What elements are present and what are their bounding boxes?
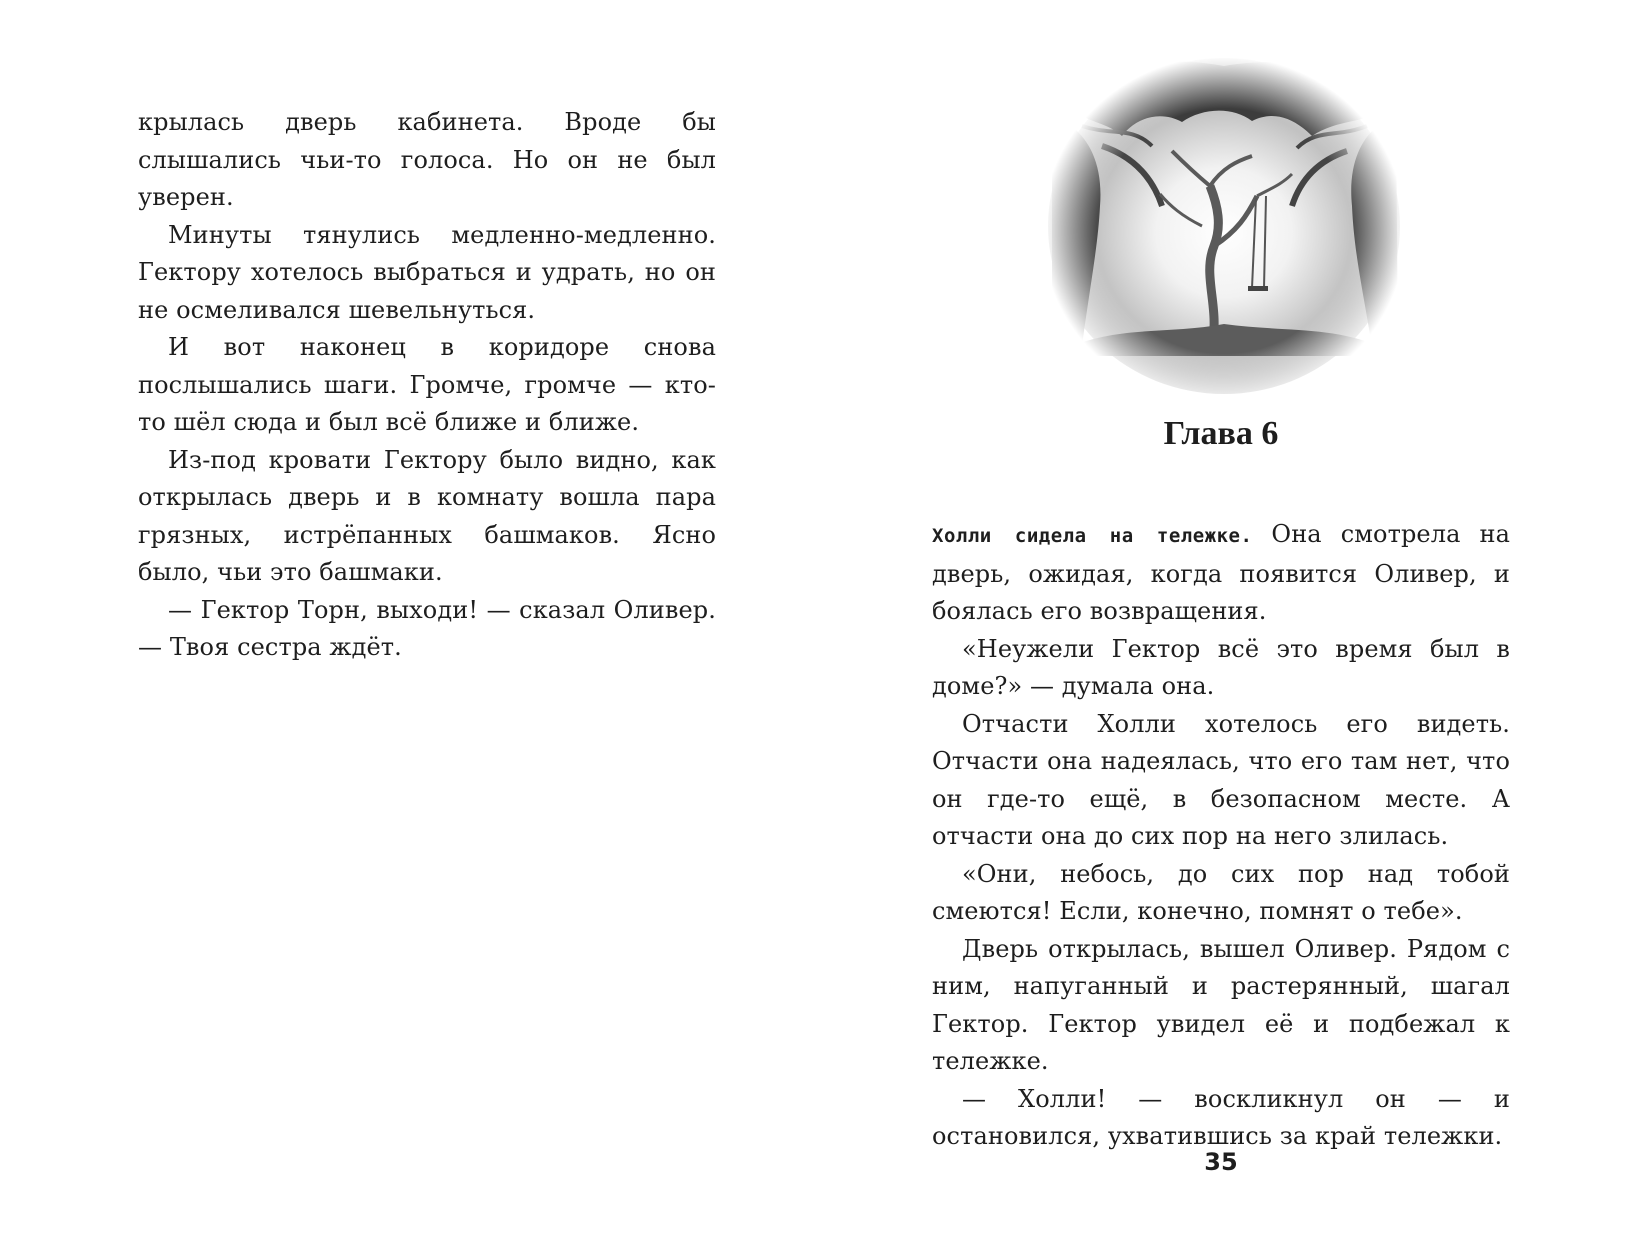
left-page — [138, 104, 716, 667]
paragraph: — Гектор Торн, выходи! — сказал Оливер. — Твоя сестра ждёт. — [138, 595, 716, 661]
paragraph: «Они, небось, до сих пор над тобой смеются! Если, конечно, помнят о тебе». — [932, 859, 1510, 925]
chapter-lead-in: Холли сидела на тележке. — [932, 525, 1253, 547]
tree-swing-illustration — [1042, 56, 1406, 406]
chapter-body — [932, 516, 1510, 1156]
first-paragraph-rest: Она смотрела на дверь, ожидая, когда появится Оливер, и боялась его возвращения. — [932, 520, 1510, 625]
paragraph: «Неужели Гектор всё это время был в доме?» — думала она. — [932, 634, 1510, 700]
paragraph: И вот наконец в коридоре снова послышались шаги. Громче, громче — кто-то шёл сюда и был всё ближе и ближе. — [138, 333, 716, 436]
paragraph: Из-под кровати Гектору было видно, как открылась дверь и в комнату вошла пара грязных, истрёпанных башмаков. Ясно было, чьи это башмаки. — [138, 445, 716, 586]
paragraph: — Холли! — воскликнул он — и остановился, ухватившись за край тележки. — [932, 1084, 1510, 1150]
paragraph: Минуты тянулись медленно-медленно. Гектору хотелось выбраться и удрать, но он не осмеливался шевельнуться. — [138, 220, 716, 324]
page-number: 35 — [1204, 1148, 1238, 1176]
paragraph: Дверь открылась, вышел Оливер. Рядом с ним, напуганный и растерянный, шагал Гектор. Гектор увидел её и подбежал к тележке. — [932, 934, 1510, 1075]
paragraph: Отчасти Холли хотелось его видеть. Отчасти она надеялась, что его там нет, что он где-то ещё, в безопасном месте. А отчасти она до сих пор на него злилась. — [932, 709, 1510, 850]
right-page — [932, 0, 1510, 1252]
paragraph: крылась дверь кабинета. Вроде бы слышались чьи-то голоса. Но он не был уверен. — [138, 108, 716, 211]
chapter-title: Глава 6 — [1163, 415, 1279, 452]
paragraph-first — [932, 516, 1510, 631]
